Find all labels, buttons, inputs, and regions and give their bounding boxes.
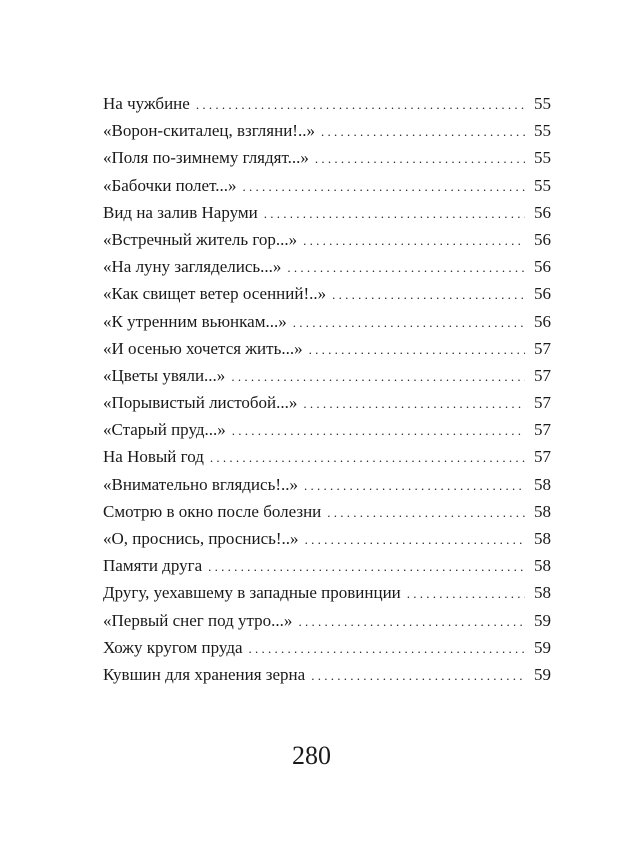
- toc-entry-page: 58: [534, 474, 551, 494]
- toc-entry: [103, 144, 551, 171]
- toc-entry-page: 55: [534, 148, 551, 168]
- toc-entry-title: На Новый год: [103, 447, 204, 467]
- toc-entry: [103, 443, 551, 470]
- toc-entry: [103, 661, 551, 688]
- toc-dot-leader: [287, 253, 525, 281]
- toc-dot-leader: [264, 199, 525, 227]
- toc-dot-leader: [298, 607, 525, 635]
- toc-dot-leader: [231, 362, 525, 390]
- toc-entry-page: 59: [534, 637, 551, 657]
- toc-entry: [103, 308, 551, 335]
- toc-entry-title: Другу, уехавшему в западные провинции: [103, 583, 401, 603]
- toc-entry-page: 56: [534, 311, 551, 331]
- toc-entry: [103, 607, 551, 634]
- toc-entry-page: 56: [534, 229, 551, 249]
- toc-entry-page: 57: [534, 420, 551, 440]
- toc-entry-page: 59: [534, 664, 551, 684]
- toc-dot-leader: [321, 117, 525, 145]
- toc-entry: [103, 117, 551, 144]
- toc-dot-leader: [242, 172, 525, 200]
- toc-entry: [103, 471, 551, 498]
- toc-entry: [103, 416, 551, 443]
- toc-entry-title: Смотрю в окно после болезни: [103, 501, 322, 521]
- toc-entry-page: 58: [534, 501, 551, 521]
- toc-dot-leader: [315, 144, 525, 172]
- toc-dot-leader: [309, 335, 525, 363]
- toc-entry-page: 55: [534, 121, 551, 141]
- toc-dot-leader: [208, 552, 525, 580]
- toc-entry-title: «Поля по-зимнему глядят...»: [103, 148, 309, 168]
- toc-entry: [103, 634, 551, 661]
- toc-dot-leader: [327, 498, 525, 526]
- toc-dot-leader: [196, 90, 525, 118]
- toc-entry-title: «Встречный житель гор...»: [103, 229, 298, 249]
- toc-entry-title: Вид на залив Наруми: [103, 202, 258, 222]
- toc-entry-page: 55: [534, 94, 551, 113]
- toc-entry-page: 57: [534, 338, 551, 358]
- toc-entry: [103, 335, 551, 362]
- toc-entry-title: «Бабочки полет...»: [103, 175, 237, 195]
- toc-entry-page: 56: [534, 257, 551, 277]
- toc-dot-leader: [304, 471, 525, 499]
- toc-entry: [103, 226, 551, 253]
- toc-dot-leader: [210, 443, 525, 471]
- toc-dot-leader: [249, 634, 525, 662]
- toc-entry: [103, 253, 551, 280]
- page-number: 280: [292, 741, 331, 770]
- table-of-contents: [103, 90, 551, 688]
- toc-entry-page: 59: [534, 610, 551, 630]
- toc-entry: [103, 498, 551, 525]
- toc-dot-leader: [232, 416, 525, 444]
- toc-entry-page: 55: [534, 175, 551, 195]
- toc-entry: [103, 525, 551, 552]
- toc-entry-title: «Порывистый листобой...»: [103, 393, 298, 413]
- toc-dot-leader: [303, 389, 525, 417]
- toc-dot-leader: [311, 661, 525, 689]
- toc-entry-page: 58: [534, 529, 551, 548]
- toc-entry-title: На чужбине: [103, 94, 190, 113]
- toc-entry-title: «Первый снег под утро...»: [103, 610, 293, 630]
- toc-entry-title: «К утренним вьюнкам...»: [103, 311, 287, 331]
- toc-dot-leader: [303, 226, 525, 254]
- toc-dot-leader: [332, 280, 525, 308]
- toc-entry: [103, 172, 551, 199]
- toc-entry: [103, 199, 551, 226]
- toc-entry: [103, 90, 551, 117]
- toc-entry-title: Кувшин для хранения зерна: [103, 664, 306, 684]
- toc-entry: [103, 280, 551, 307]
- toc-dot-leader: [305, 525, 525, 553]
- toc-entry-title: Памяти друга: [103, 556, 203, 576]
- toc-entry: [103, 362, 551, 389]
- toc-entry-page: 56: [534, 284, 551, 304]
- toc-entry-title: «Как свищет ветер осенний!..»: [103, 284, 327, 304]
- toc-entry-title: «Цветы увяли...»: [103, 365, 226, 385]
- toc-entry-title: «О, проснись, проснись!..»: [103, 529, 299, 548]
- toc-entry-title: «На луну загляделись...»: [103, 257, 282, 277]
- toc-dot-leader: [293, 308, 525, 336]
- toc-entry-page: 57: [534, 365, 551, 385]
- toc-entry-title: «И осенью хочется жить...»: [103, 338, 303, 358]
- toc-entry-title: «Старый пруд...»: [103, 420, 226, 440]
- toc-entry-page: 57: [534, 393, 551, 413]
- toc-entry: [103, 579, 551, 606]
- toc-entry-page: 56: [534, 202, 551, 222]
- toc-entry-title: «Внимательно вглядись!..»: [103, 474, 298, 494]
- toc-entry: [103, 552, 551, 579]
- toc-entry-title: Хожу кругом пруда: [103, 637, 243, 657]
- toc-entry-page: 58: [534, 583, 551, 603]
- toc-dot-leader: [407, 579, 525, 607]
- toc-entry-title: «Ворон-скиталец, взгляни!..»: [103, 121, 315, 141]
- toc-entry-page: 58: [534, 556, 551, 576]
- toc-entry-page: 57: [534, 447, 551, 467]
- toc-entry: [103, 389, 551, 416]
